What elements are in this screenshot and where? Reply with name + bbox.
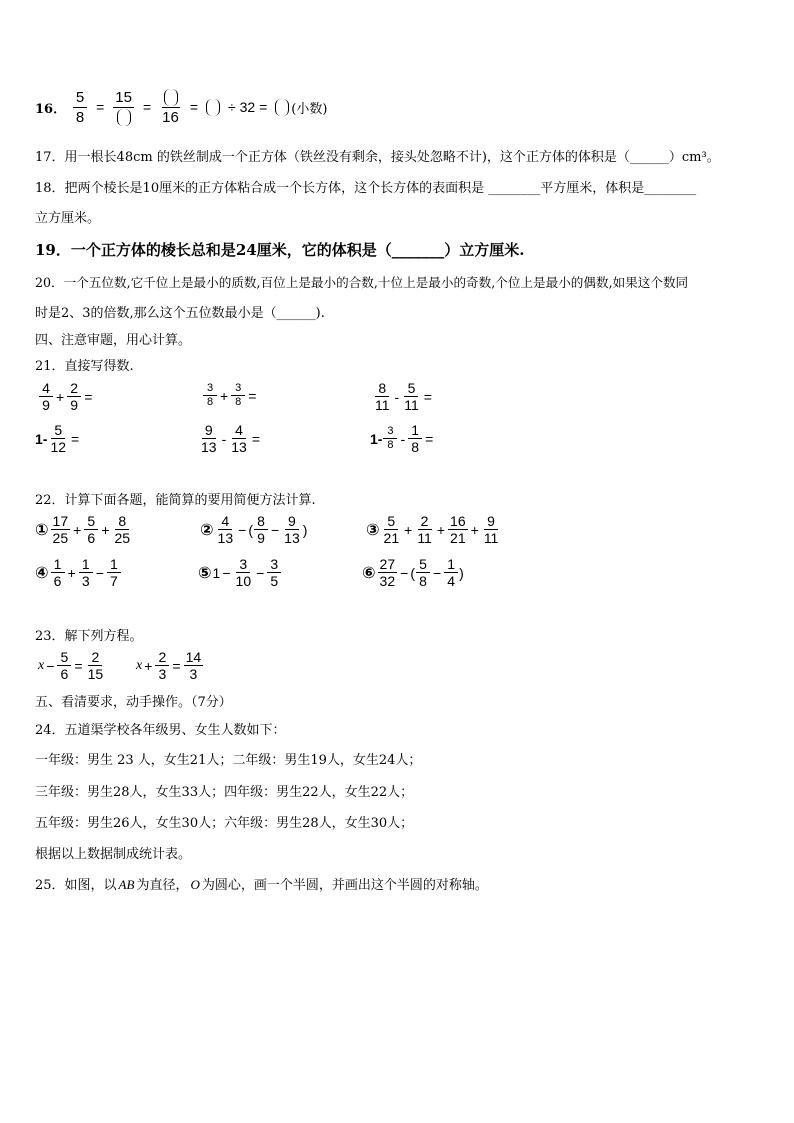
q24-footer: 根据以上数据制成统计表。 xyxy=(35,847,192,862)
answer-blank[interactable] xyxy=(206,99,220,116)
q23-title: 23．解下列方程。 xyxy=(35,629,143,644)
section-5-title: 五、看清要求，动手操作。（7分） xyxy=(35,695,232,710)
q24-row-1: 一年级：男生 23 人，女生21人；二年级：男生19人，女生24人； xyxy=(35,753,422,768)
q25: 25．如图，以 AB 为直径， O 为圆心，画一个半圆，并画出这个半圆的对称轴。 xyxy=(35,877,488,893)
q22-expr-6: ⑥ $\frac{27}{32}$ − ( $\frac{5}{8}$ − $\frac{1}{4}$ ) xyxy=(362,556,464,589)
answer-blank[interactable] xyxy=(275,99,289,116)
q16-tail: (小数) xyxy=(291,101,328,117)
q22-expr-1: ① $\frac{17}{25}$ + $\frac{5}{6}$ + $\frac{8}{25}$ xyxy=(35,513,131,546)
answer-blank[interactable] xyxy=(164,89,178,106)
q16: 16． $\frac{5}{8}$ = 15 = 16 = ÷ 32 = (小数) xyxy=(35,88,328,126)
q24-row-3: 五年级：男生26人，女生30人；六年级：男生28人，女生30人； xyxy=(35,816,414,831)
q24-row-2: 三年级：男生28人，女生33人；四年级：男生22人，女生22人； xyxy=(35,785,414,800)
q18-line1: 18．把两个棱长是10厘米的正方体粘合成一个长方体，这个长方体的表面积是 ________平方厘米，体积是________ xyxy=(35,181,697,196)
section-4-title: 四、注意审题，用心计算。 xyxy=(35,333,192,348)
q23-equation-2: x + $\frac{2}{3}$ = $\frac{14}{3}$ xyxy=(136,649,202,682)
q23-equation-1: x − $\frac{5}{6}$ = $\frac{2}{15}$ xyxy=(38,649,104,682)
q21-item-5: $\frac{9}{13}$ - $\frac{4}{13}$ = xyxy=(201,422,261,455)
q16-fraction-1: $\frac{5}{8}$ xyxy=(73,88,87,127)
q21-title: 21．直接写得数. xyxy=(35,359,134,374)
q22-expr-3: ③ $\frac{5}{21}$ + $\frac{2}{11}$ + $\frac{16}{21}$ + $\frac{9}{11}$ xyxy=(366,513,499,546)
q20-line2: 时是2、3的倍数,那么这个五位数最小是（______). xyxy=(35,306,325,321)
q18-line2: 立方厘米。 xyxy=(35,211,101,226)
q19: 19．一个正方体的棱长总和是24厘米，它的体积是（_______）立方厘米. xyxy=(35,241,525,259)
q22-expr-5: ⑤ 1 − $\frac{3}{10}$ − $\frac{3}{5}$ xyxy=(198,556,282,589)
q24-title: 24．五道渠学校各年级男、女生人数如下： xyxy=(35,723,286,738)
q16-number: 16． xyxy=(35,101,67,117)
q16-fraction-2: 15 xyxy=(113,88,134,127)
q21-item-2: $\frac{3}{8}$ + $\frac{3}{8}$ = xyxy=(202,382,258,409)
q22-expr-2: ② $\frac{4}{13}$ − ( $\frac{8}{9}$ − $\frac{9}{13}$ ) xyxy=(200,513,308,546)
q21-item-6: 1- $\frac{3}{8}$ - $\frac{1}{8}$ = xyxy=(370,422,434,455)
q21-item-1: $\frac{4}{9}$ + $\frac{2}{9}$ = xyxy=(38,380,94,413)
q22-title: 22．计算下面各题，能简算的要用简便方法计算. xyxy=(35,493,316,508)
q21-item-3: $\frac{8}{11}$ - $\frac{5}{11}$ = xyxy=(375,380,432,413)
q17: 17．用一根长48cm 的铁丝制成一个正方体（铁丝没有剩余，接头处忽略不计)，这个正方体的体积是（______）cm³。 xyxy=(35,150,720,165)
q16-fraction-3: 16 xyxy=(160,88,181,127)
q21-item-4: 1- $\frac{5}{12}$ = xyxy=(35,422,80,455)
answer-blank[interactable] xyxy=(117,109,131,126)
q20-line1: 20．一个五位数,它千位上是最小的质数,百位上是最小的合数,十位上是最小的奇数,个位上是最小的偶数,如果这个数同 xyxy=(35,275,689,290)
q22-expr-4: ④ $\frac{1}{6}$ + $\frac{1}{3}$ − $\frac{1}{7}$ xyxy=(35,556,122,589)
